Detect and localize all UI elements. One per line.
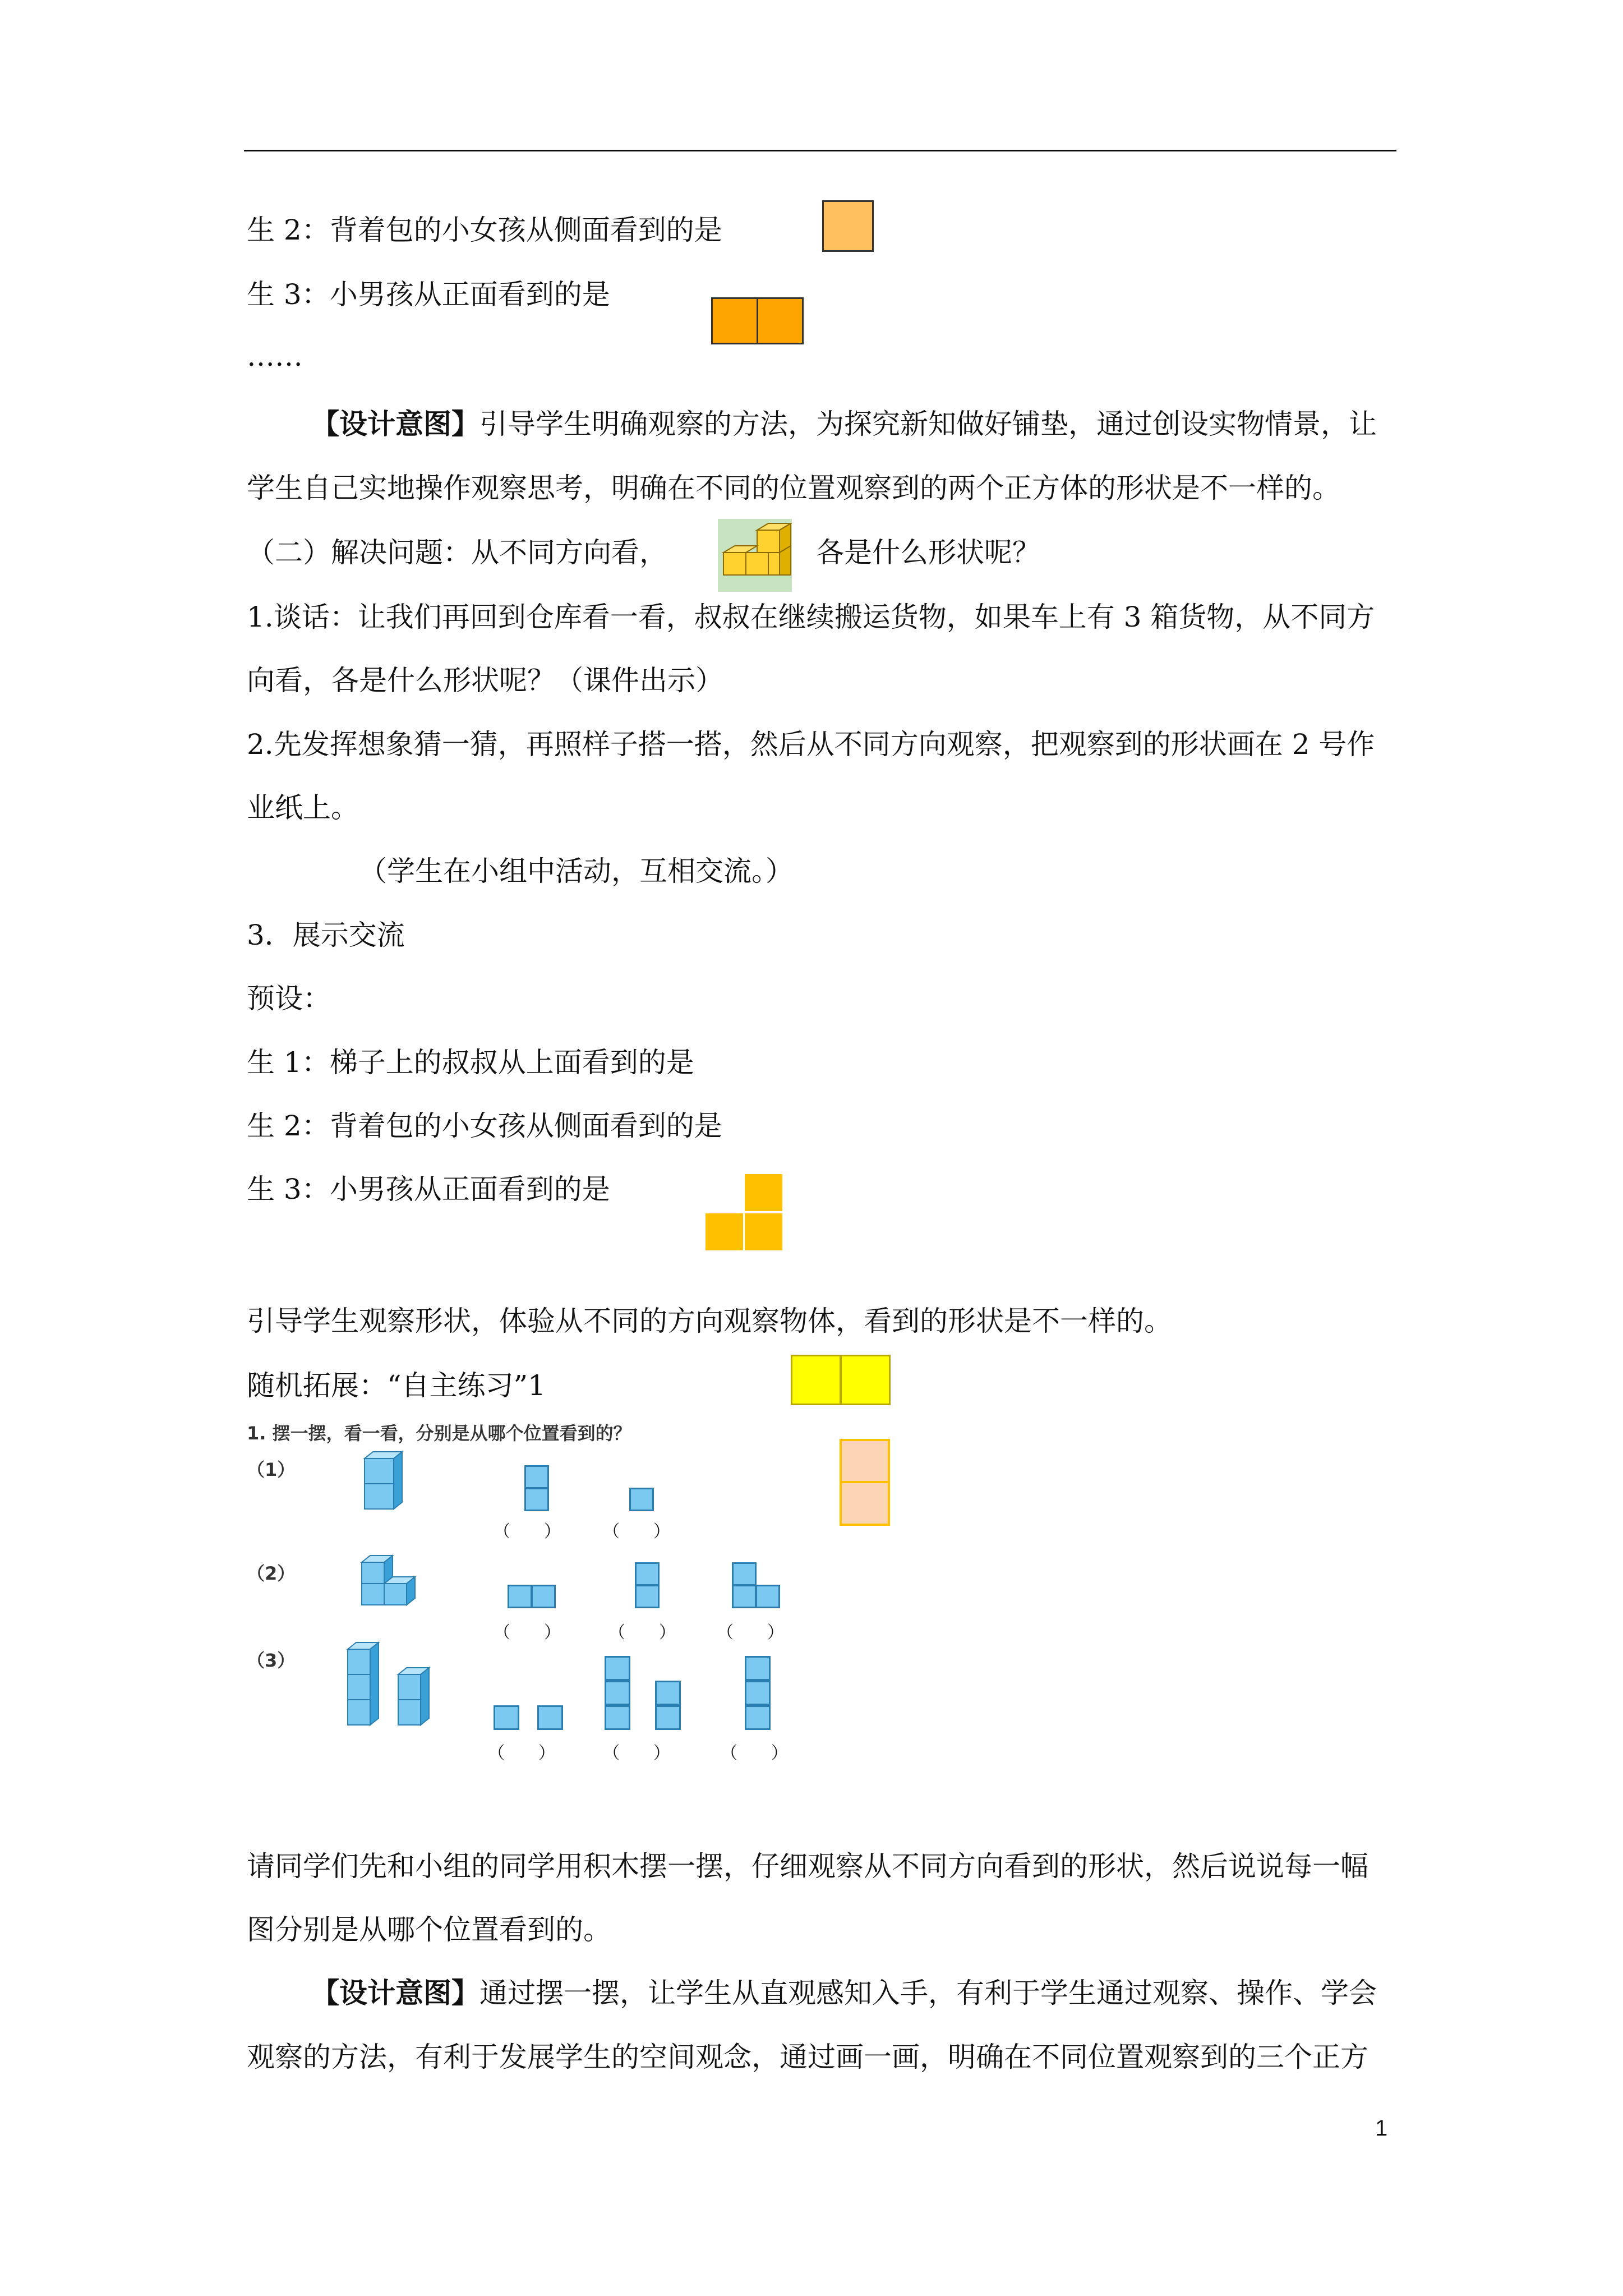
view-square — [531, 1585, 556, 1608]
text-line: 生 1：梯子上的叔叔从上面看到的是 — [247, 1046, 694, 1079]
view-square — [745, 1705, 771, 1730]
design-intent-line — [311, 407, 1377, 441]
view-square — [745, 1656, 771, 1681]
design-intent-text: 引导学生明确观察的方法，为探究新知做好铺垫，通过创设实物情景，让 — [479, 408, 1377, 440]
answer-paren: （ ） — [494, 1623, 561, 1642]
text-line: 各是什么形状呢？ — [816, 536, 1040, 569]
cube-group-3d — [359, 1554, 429, 1610]
text-line: 图分别是从哪个位置看到的。 — [247, 1913, 611, 1946]
cube-stack-drawing — [718, 519, 792, 592]
view-square — [605, 1705, 630, 1730]
text-line: 随机拓展：“自主练习”1 — [247, 1369, 546, 1402]
text-line: 生 3：小男孩从正面看到的是 — [247, 1173, 610, 1205]
view-square — [755, 1585, 780, 1608]
top-view-square — [791, 1355, 841, 1405]
text-line: 1.谈话：让我们再回到仓库看一看，叔叔在继续搬运货物，如果车上有 3 箱货物，从不同方 — [247, 601, 1375, 633]
answer-paren: （ ） — [603, 1522, 670, 1542]
view-square — [655, 1681, 681, 1705]
cube-column-3d — [362, 1450, 407, 1515]
view-square — [732, 1562, 757, 1586]
design-intent-label: 【设计意图】 — [311, 1976, 479, 2009]
view-square — [537, 1705, 563, 1730]
view-square — [494, 1705, 519, 1730]
text-line: （二）解决问题：从不同方向看， — [247, 536, 667, 569]
view-square — [605, 1656, 630, 1681]
answer-paren: （ ） — [494, 1522, 561, 1542]
view-square — [635, 1585, 660, 1608]
design-intent-line — [311, 1976, 1377, 2010]
text-line: …… — [247, 340, 303, 372]
text-line: 生 2：背着包的小女孩从侧面看到的是 — [247, 1110, 722, 1142]
exercise-number: （3） — [247, 1650, 296, 1671]
answer-paren: （ ） — [608, 1623, 676, 1642]
answer-paren: （ ） — [488, 1743, 555, 1763]
front-view-square — [743, 1212, 784, 1252]
text-line: （学生在小组中活动，互相交流。） — [359, 855, 794, 887]
view-square — [605, 1681, 630, 1705]
side-view-square — [840, 1481, 890, 1526]
text-line: 3．展示交流 — [247, 919, 405, 951]
view-square — [635, 1562, 660, 1586]
text-line: 引导学生观察形状，体验从不同的方向观察物体，看到的形状是不一样的。 — [247, 1305, 1172, 1337]
text-line: 观察的方法，有利于发展学生的空间观念，通过画一画，明确在不同位置观察到的三个正方 — [247, 2041, 1368, 2073]
design-intent-text: 通过摆一摆，让学生从直观感知入手，有利于学生通过观察、操作、学会 — [479, 1977, 1377, 2009]
cube-stack-illustration — [718, 519, 792, 592]
exercise-number: （2） — [247, 1563, 296, 1584]
text-line: 预设： — [247, 982, 331, 1015]
exercise-number: （1） — [247, 1459, 296, 1480]
side-view-square — [840, 1439, 890, 1484]
answer-paren: （ ） — [603, 1743, 670, 1763]
cube-towers-3d — [345, 1641, 443, 1731]
exercise-title: 1. 摆一摆，看一看，分别是从哪个位置看到的？ — [247, 1423, 631, 1444]
answer-paren: （ ） — [721, 1743, 788, 1763]
front-view-square — [743, 1172, 784, 1213]
top-view-square — [840, 1355, 891, 1405]
view-square — [655, 1705, 681, 1730]
side-view-square — [822, 200, 874, 252]
view-square — [732, 1585, 757, 1608]
text-line: 2.先发挥想象猜一猜，再照样子搭一搭，然后从不同方向观察，把观察到的形状画在 2 号作 — [247, 728, 1375, 761]
text-line: 请同学们先和小组的同学用积木摆一摆，仔细观察从不同方向看到的形状，然后说说每一幅 — [247, 1850, 1368, 1883]
text-line: 生 3：小男孩从正面看到的是 — [247, 278, 610, 311]
view-square — [629, 1488, 654, 1511]
header-rule — [244, 150, 1396, 151]
answer-paren: （ ） — [717, 1623, 784, 1642]
front-view-square — [704, 1212, 745, 1252]
view-square — [508, 1585, 532, 1608]
text-line: 业纸上。 — [247, 792, 359, 824]
text-line: 生 2：背着包的小女孩从侧面看到的是 — [247, 214, 722, 246]
front-view-square — [711, 297, 758, 344]
page-number: 1 — [1375, 2116, 1388, 2141]
text-line: 向看，各是什么形状呢？（课件出示） — [247, 664, 723, 697]
text-line: 学生自己实地操作观察思考，明确在不同的位置观察到的两个正方体的形状是不一样的。 — [247, 472, 1340, 504]
view-square — [524, 1465, 549, 1489]
view-square — [524, 1488, 549, 1511]
view-square — [745, 1681, 771, 1705]
front-view-square — [757, 297, 804, 344]
design-intent-label: 【设计意图】 — [311, 407, 479, 440]
